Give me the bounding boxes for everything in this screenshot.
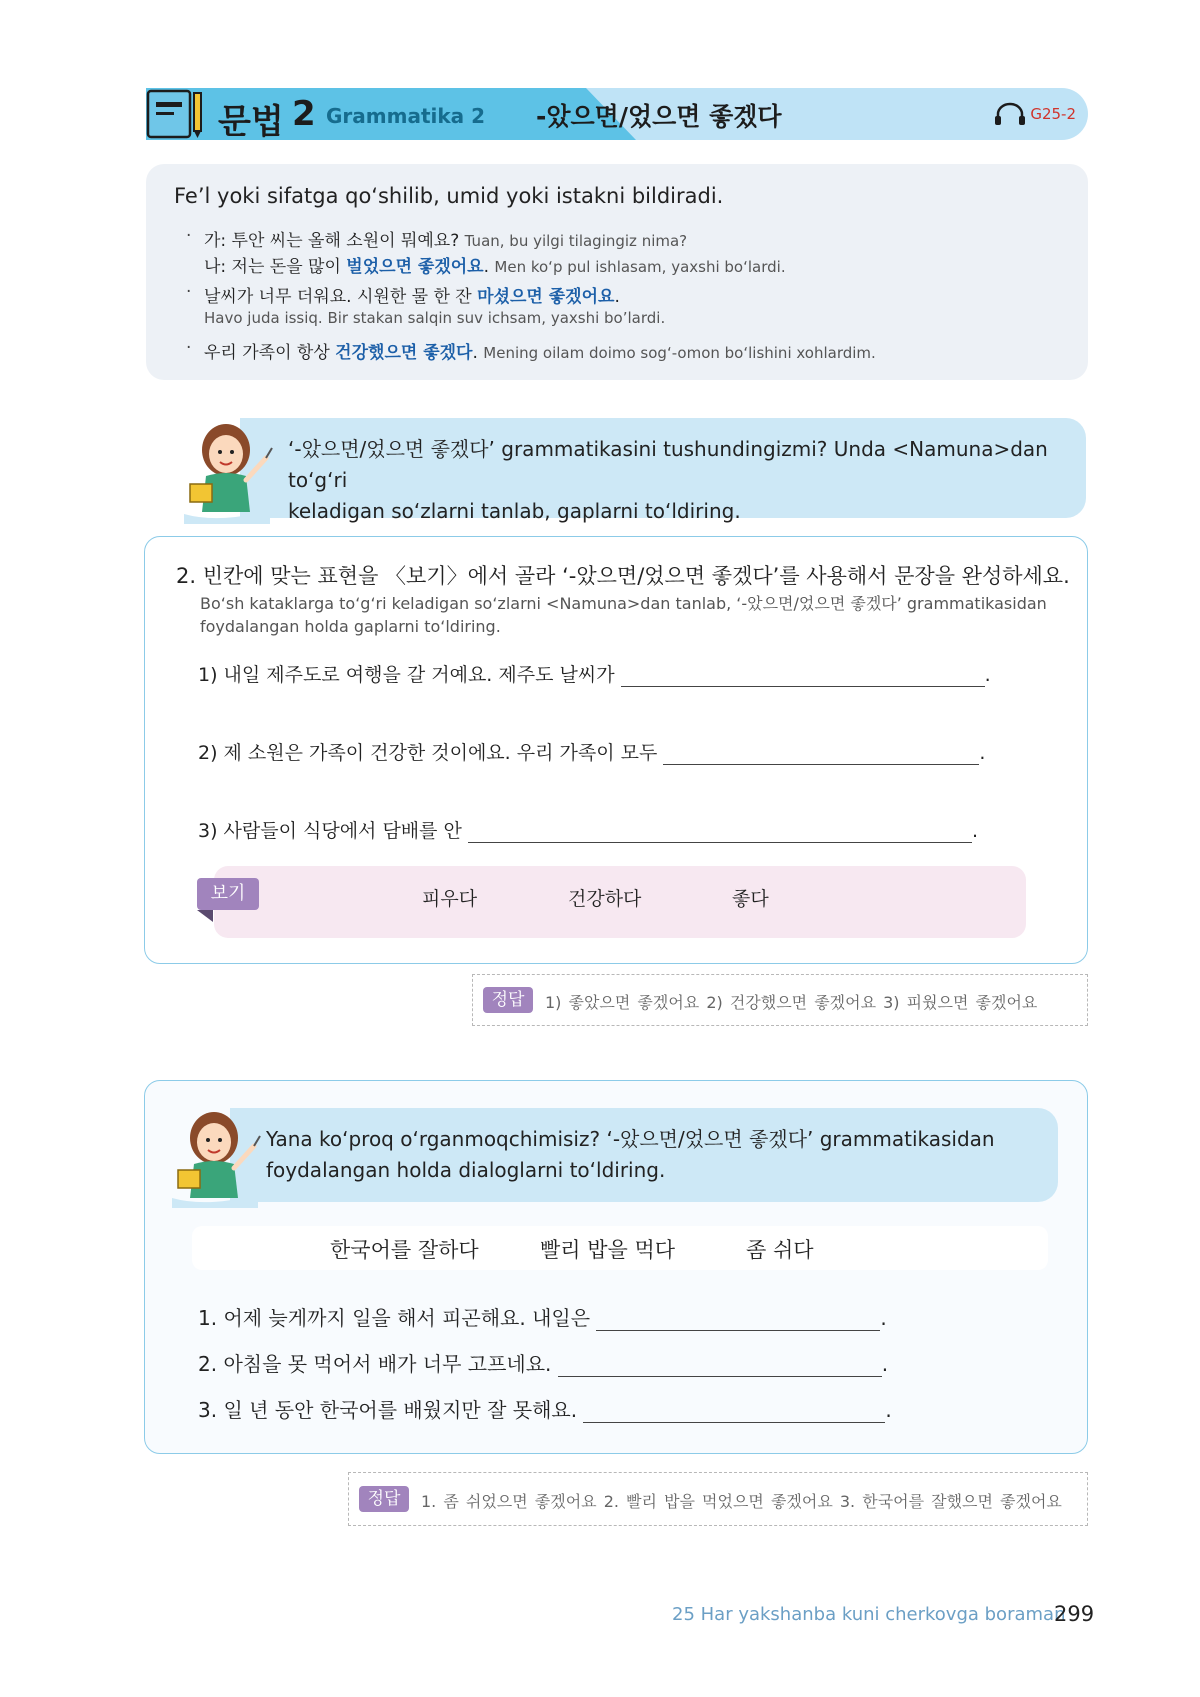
exercise-2-item-2 [198,1348,888,1377]
footer-chapter: 25 Har yakshanba kuni cherkovga boraman [672,1604,1066,1625]
headphones-icon[interactable] [994,102,1026,126]
bullet-dot: · [186,282,192,302]
answer-key-1 [472,974,1088,1026]
example-1-question-uz: Tuan, bu yilgi tilagingiz nima? [464,232,688,250]
answer-key-2-label: 정답 [359,1486,409,1512]
answer-blank-3[interactable] [468,822,972,843]
example-1-period: . [483,257,489,277]
item-2-text: 2) 제 소원은 가족이 건강한 것이에요. 우리 가족이 모두 [198,742,658,764]
example-1-question [204,226,687,251]
exercise-1-subtitle [200,592,1047,638]
example-2-highlight: 마셨으면 좋겠어요 [477,287,615,307]
example-1-question-ko: 가: 투안 씨는 올해 소원이 뭐예요? [204,231,460,251]
example-2-uz [204,308,665,328]
ex2-answer-blank-3[interactable] [583,1402,885,1423]
grammar-pattern: -았으면/었으면 좋겠다 [536,102,782,131]
example-1-answer [204,252,786,277]
example-words-label: 보기 [197,878,259,910]
item-3-text: 3) 사람들이 식당에서 담배를 안 [198,820,462,842]
ex2-item-2-period: . [881,1352,889,1376]
example-1-highlight: 벌었으면 좋겠어요 [346,257,484,277]
answer-blank-2[interactable] [663,744,979,765]
callout-2-line-1: Yana ko‘proq o‘rganmoqchimisiz? ‘-았으면/었으면 좋겠다’ grammatikasidan [266,1127,995,1151]
item-1-period: . [984,664,991,686]
ex2-answer-blank-1[interactable] [596,1310,880,1331]
example-2-text: 날씨가 너무 더워요. 시원한 물 한 잔 [204,287,478,307]
example-2-period: . [614,287,620,307]
example-1-answer-uz: Men ko‘p pul ishlasam, yaxshi bo‘lardi. [494,258,786,276]
ex2-item-1-period: . [880,1306,887,1330]
teacher-illustration-icon [180,414,276,524]
example-word-3: 좋다 [732,888,769,910]
header-title-uz: Grammatika 2 [326,104,486,128]
exercise-2-item-3 [198,1394,892,1423]
answer-blank-1[interactable] [621,666,985,687]
notebook-pencil-icon [146,88,204,140]
bullet-dot: · [186,226,192,246]
exercise-1-item-1 [198,660,991,687]
word-choice-1: 한국어를 잘하다 [330,1238,479,1262]
ex2-item-2-text: 2. 아침을 못 먹어서 배가 너무 고프네요. [198,1352,552,1376]
word-choice-3: 좀 쉬다 [746,1238,814,1262]
page-number: 299 [1054,1602,1095,1626]
ex2-item-1-text: 1. 어제 늦게까지 일을 해서 피곤해요. 내일은 [198,1306,591,1330]
explanation-box [146,164,1088,380]
example-3-text: 우리 가족이 항상 [204,343,336,363]
explanation-lead: Fe’l yoki sifatga qo‘shilib, umid yoki istakni bildiradi. [174,184,724,208]
bullet-dot: · [186,338,192,358]
example-1-answer-ko: 나: 저는 돈을 많이 [204,257,347,277]
word-choice-2: 빨리 밥을 먹다 [540,1238,676,1262]
exercise-1-item-3 [198,816,978,843]
answer-key-2-text: 1. 좀 쉬었으면 좋겠어요 2. 빨리 밥을 먹었으면 좋겠어요 3. 한국어를 잘했으면 좋겠어요 [421,1492,1062,1511]
exercise-1-subtitle-line-2: foydalangan holda gaplarni to‘ldiring. [200,617,501,636]
example-3-period: . [472,343,478,363]
example-word-1: 피우다 [422,888,478,910]
answer-key-1-text: 1) 좋았으면 좋겠어요 2) 건강했으면 좋겠어요 3) 피웠으면 좋겠어요 [545,993,1038,1012]
ex2-item-3-period: . [885,1398,892,1422]
teacher-illustration-icon [168,1104,264,1208]
callout-2-line-2: foydalangan holda dialoglarni to‘ldiring. [266,1158,666,1182]
callout-1-line-1: ‘-았으면/었으면 좋겠다’ grammatikasini tushundingizmi? Unda <Namuna>dan to‘g‘ri [288,437,1048,492]
item-1-text: 1) 내일 제주도로 여행을 갈 거예요. 제주도 날씨가 [198,664,615,686]
grammar-header [146,88,1088,140]
header-number: 2 [292,94,316,134]
item-2-period: . [979,742,986,764]
callout-1-line-2: keladigan so‘zlarni tanlab, gaplarni to‘ldiring. [288,499,741,523]
ex2-answer-blank-2[interactable] [558,1356,882,1377]
example-3-translation: Mening oilam doimo sog‘-omon bo‘lishini xohlardim. [483,344,876,362]
item-3-period: . [971,820,979,842]
tag-fold-icon [197,910,213,922]
example-3 [204,338,876,363]
answer-key-1-label: 정답 [483,987,533,1013]
teacher-callout-2 [230,1108,1058,1202]
teacher-callout-1 [240,418,1086,523]
exercise-1-subtitle-line-1: Bo‘sh kataklarga to‘g‘ri keladigan so‘zlarni <Namuna>dan tanlab, ‘-았으면/었으면 좋겠다’ grammatikasidan [200,594,1047,613]
answer-key-2 [348,1472,1088,1526]
ex2-item-3-text: 3. 일 년 동안 한국어를 배웠지만 잘 못해요. [198,1398,578,1422]
exercise-1-title: 2. 빈칸에 맞는 표현을 〈보기〉에서 골라 ‘-았으면/었으면 좋겠다’를 사용해서 문장을 완성하세요. [176,564,1070,588]
example-word-2: 건강하다 [568,888,642,910]
exercise-1-item-2 [198,738,985,765]
header-title-ko: 문법 [218,102,284,142]
audio-code: G25-2 [1030,105,1076,123]
audio-track[interactable] [994,102,1076,126]
exercise-2-item-1 [198,1302,887,1331]
example-3-highlight: 건강했으면 좋겠다 [335,343,473,363]
example-2-translation: Havo juda issiq. Bir stakan salqin suv ichsam, yaxshi bo’lardi. [204,309,666,327]
example-2-ko [204,282,620,307]
